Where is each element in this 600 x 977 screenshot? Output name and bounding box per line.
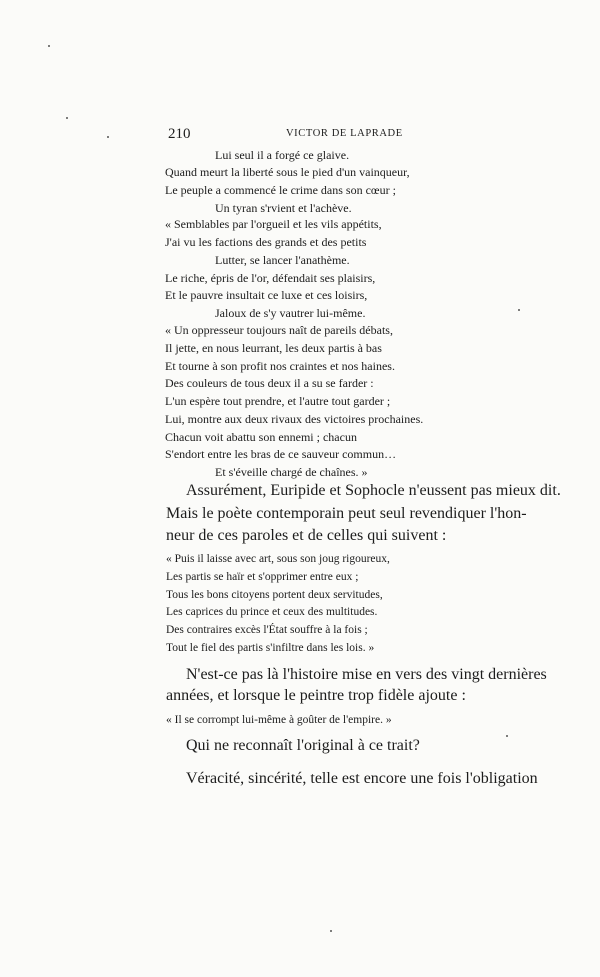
scan-speck: [330, 930, 332, 932]
quote-line: Tout le fiel des partis s'infiltre dans les lois. »: [166, 642, 375, 654]
verse-line: Et tourne à son profit nos craintes et nos haines.: [165, 359, 395, 373]
running-title: VICTOR DE LAPRADE: [286, 128, 403, 139]
quote-line: Les caprices du prince et ceux des multitudes.: [166, 606, 378, 618]
prose-line: Mais le poète contemporain peut seul revendiquer l'hon-: [166, 505, 527, 522]
verse-line: « Semblables par l'orgueil et les vils appétits,: [165, 217, 382, 231]
verse-line: Des couleurs de tous deux il a su se farder :: [165, 376, 374, 390]
quote-line: « Il se corrompt lui-même à goûter de l'empire. »: [166, 714, 392, 726]
verse-line: Le riche, épris de l'or, défendait ses plaisirs,: [165, 271, 376, 285]
verse-line: L'un espère tout prendre, et l'autre tout garder ;: [165, 394, 391, 408]
prose-line: N'est-ce pas là l'histoire mise en vers des vingt dernières: [186, 666, 547, 683]
scan-speck: [66, 117, 68, 119]
verse-line: J'ai vu les factions des grands et des petits: [165, 235, 367, 249]
verse-line: Et s'éveille chargé de chaînes. »: [215, 465, 368, 479]
quote-line: Des contraires excès l'État souffre à la fois ;: [166, 624, 368, 636]
verse-line: Un tyran s'rvient et l'achève.: [215, 201, 352, 215]
scan-speck: [107, 136, 109, 138]
scan-speck: [506, 735, 508, 737]
prose-line: Véracité, sincérité, telle est encore une fois l'obligation: [186, 770, 538, 787]
prose-line: Qui ne reconnaît l'original à ce trait?: [186, 737, 420, 754]
verse-line: Quand meurt la liberté sous le pied d'un vainqueur,: [165, 165, 410, 179]
verse-line: « Un oppresseur toujours naît de pareils débats,: [165, 323, 393, 337]
quote-line: « Puis il laisse avec art, sous son joug rigoureux,: [166, 553, 390, 565]
page-header: [168, 126, 528, 146]
prose-line: années, et lorsque le peintre trop fidèle ajoute :: [166, 687, 466, 704]
prose-line: Assurément, Euripide et Sophocle n'eussent pas mieux dit.: [186, 482, 561, 499]
prose-line: neur de ces paroles et de celles qui suivent :: [166, 527, 447, 544]
scan-speck: [518, 309, 520, 311]
scan-speck: [48, 45, 50, 47]
page-number: 210: [168, 126, 191, 142]
quote-line: Les partis se haïr et s'opprimer entre eux ;: [166, 571, 359, 583]
verse-line: Jaloux de s'y vautrer lui-même.: [215, 306, 366, 320]
verse-line: Chacun voit abattu son ennemi ; chacun: [165, 430, 357, 444]
verse-line: Lutter, se lancer l'anathème.: [215, 253, 350, 267]
verse-line: Le peuple a commencé le crime dans son cœur ;: [165, 183, 396, 197]
quote-line: Tous les bons citoyens portent deux servitudes,: [166, 589, 383, 601]
verse-line: S'endort entre les bras de ce sauveur commun…: [165, 447, 397, 461]
verse-line: Et le pauvre insultait ce luxe et ces loisirs,: [165, 288, 368, 302]
verse-line: Il jette, en nous leurrant, les deux partis à bas: [165, 341, 382, 355]
verse-line: Lui seul il a forgé ce glaive.: [215, 148, 350, 162]
verse-line: Lui, montre aux deux rivaux des victoires prochaines.: [165, 412, 424, 426]
